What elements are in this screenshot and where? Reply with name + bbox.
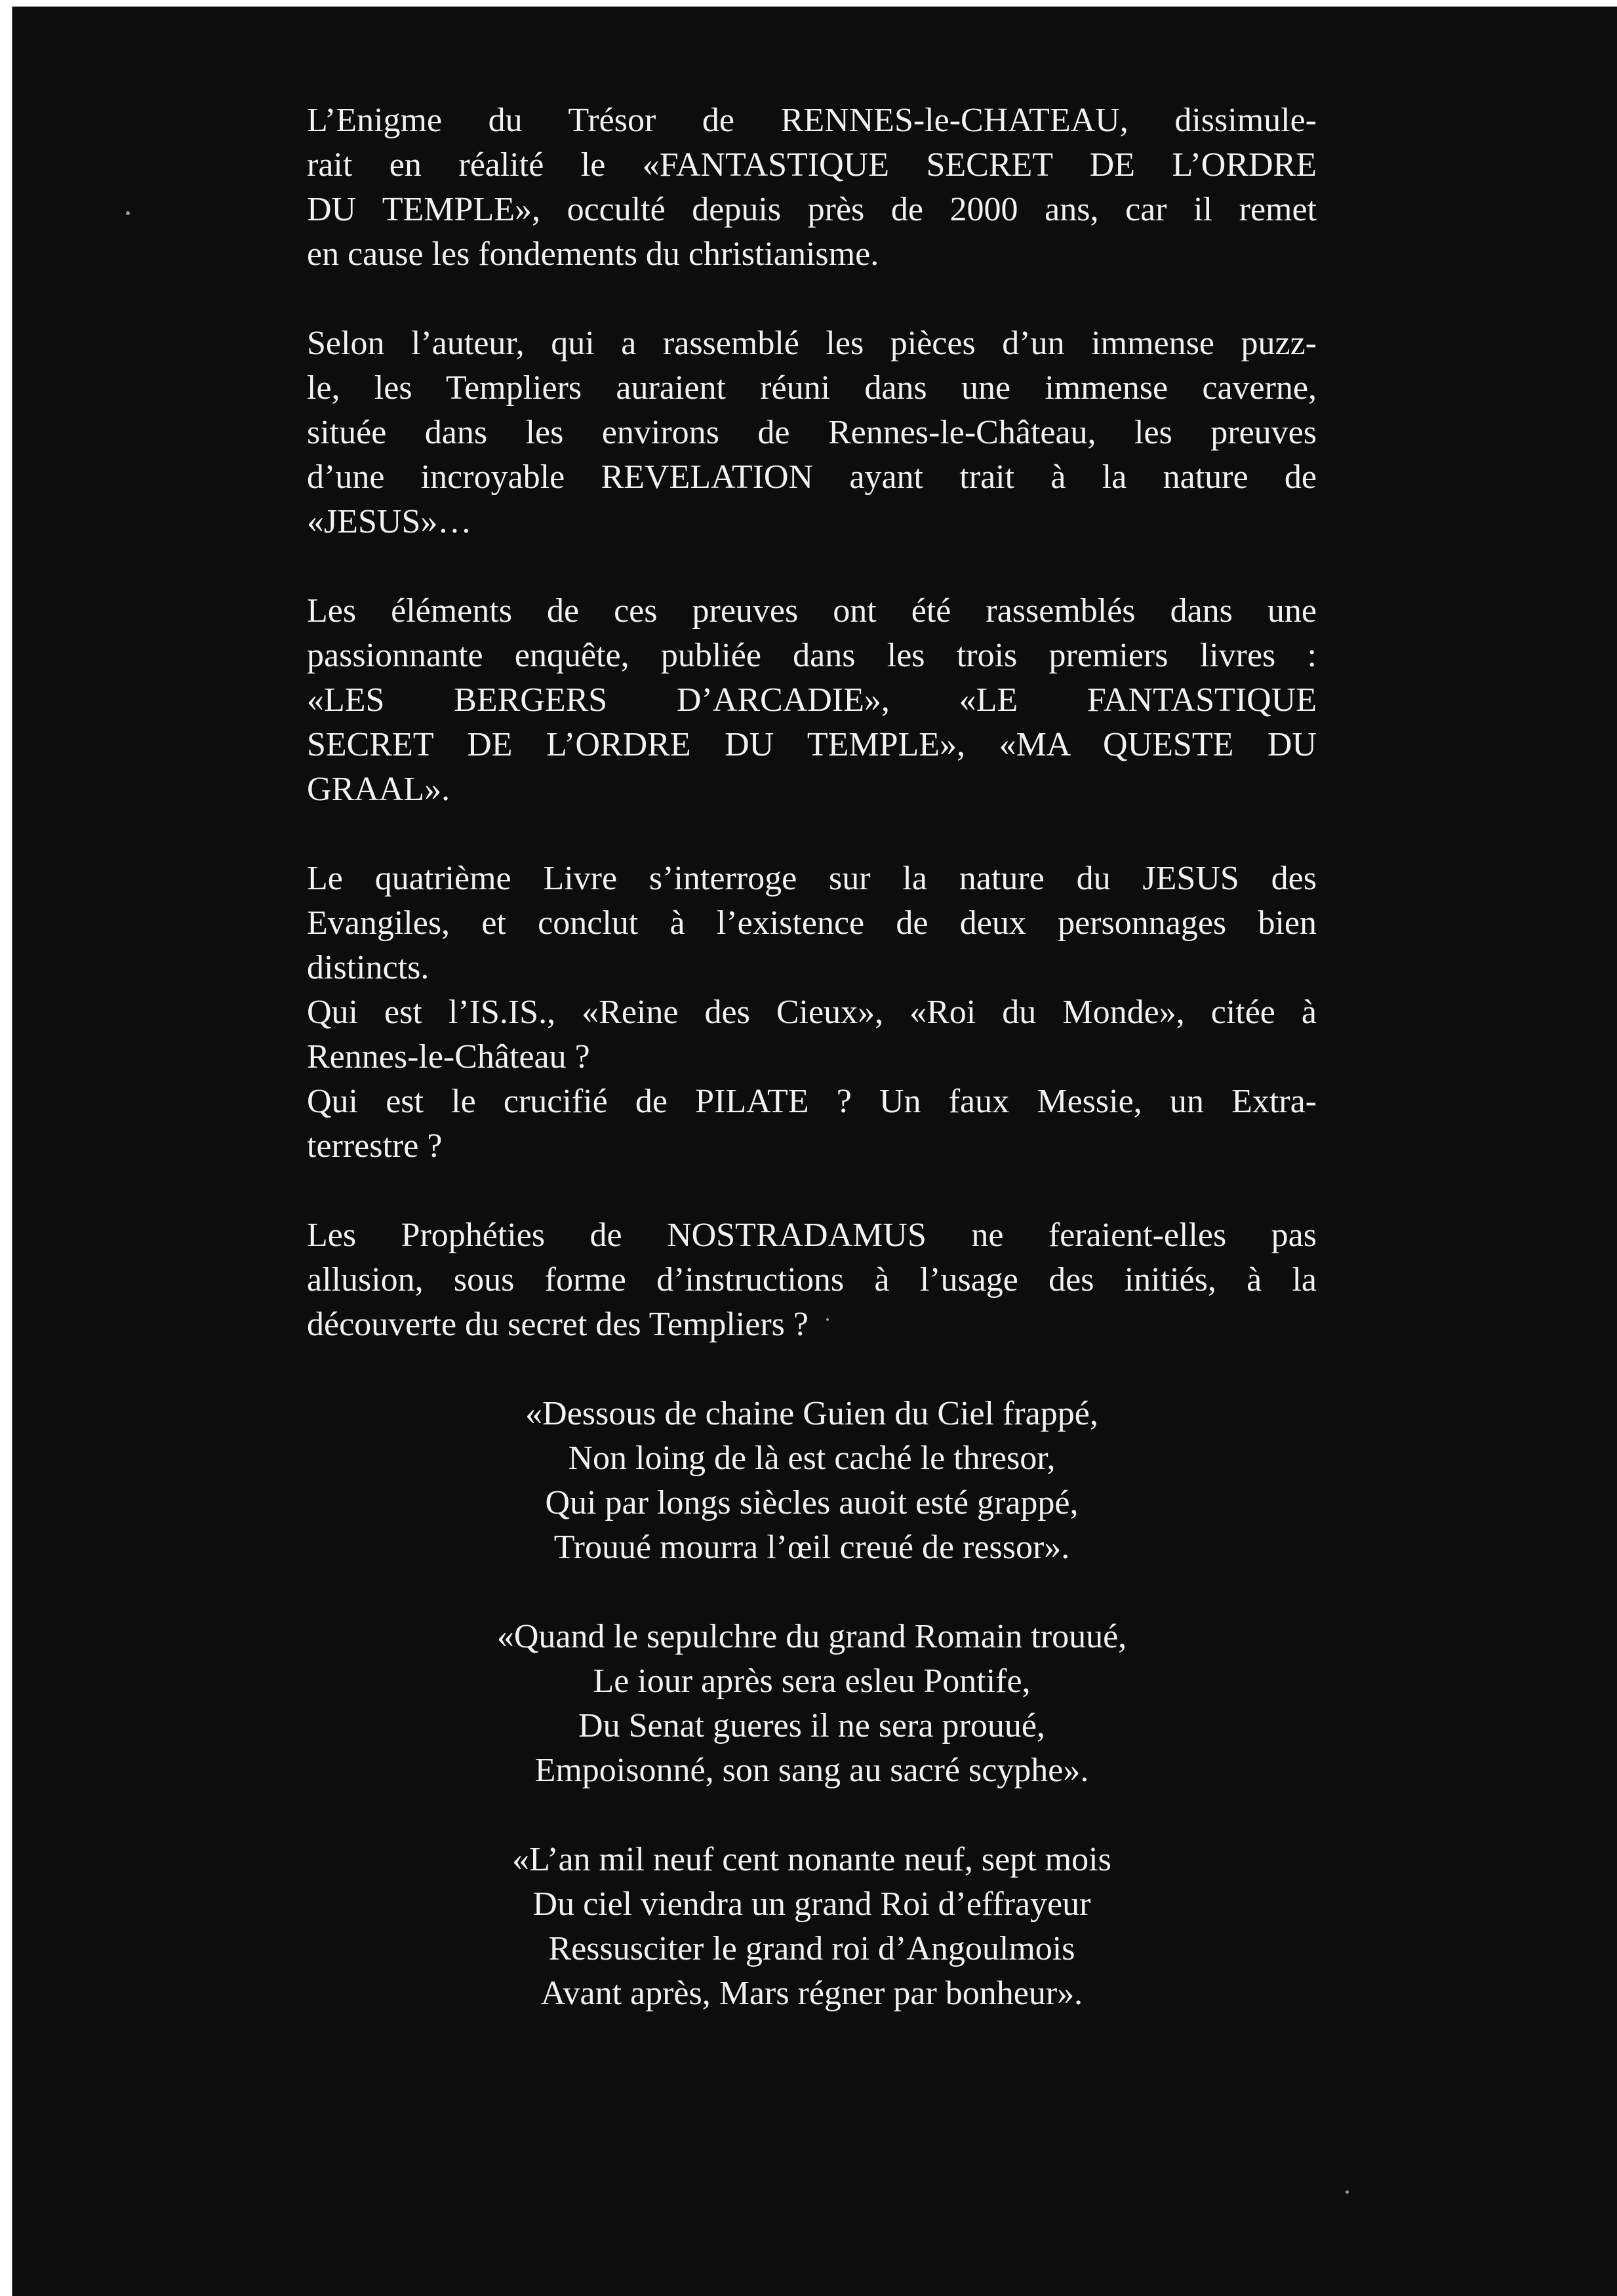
- intro-paragraph: [307, 98, 1317, 277]
- text-line: Evangiles, et conclut à l’existence de deux personnages bien: [307, 904, 1317, 942]
- verse-line: Du Senat gueres il ne sera prouué,: [578, 1707, 1045, 1744]
- text-line: allusion, sous forme d’instructions à l’usage des initiés, à la: [307, 1261, 1317, 1299]
- verse-line: Qui par longs siècles auoit esté grappé,: [545, 1484, 1079, 1521]
- dust-speck: [126, 211, 130, 215]
- verse-line: «Quand le sepulchre du grand Romain trouué,: [496, 1618, 1127, 1655]
- text-line: «JESUS»…: [307, 503, 472, 540]
- text-line: GRAAL».: [307, 771, 450, 808]
- fourth-book-paragraph: [307, 856, 1317, 1169]
- quatrain-1: [307, 1392, 1317, 1570]
- text-line: Qui est le crucifié de PILATE ? Un faux Messie, un Extra-: [307, 1083, 1317, 1120]
- text-line: Rennes-le-Château ?: [307, 1038, 590, 1076]
- text-line: DU TEMPLE», occulté depuis près de 2000 ans, car il remet: [307, 191, 1317, 228]
- text-line: rait en réalité le «FANTASTIQUE SECRET DE L’ORDRE: [307, 146, 1317, 184]
- quatrain-2: [307, 1615, 1317, 1793]
- nostradamus-paragraph: [307, 1213, 1317, 1347]
- text-line: Selon l’auteur, qui a rassemblé les pièces d’un immense puzz-: [307, 325, 1317, 362]
- author-paragraph: [307, 321, 1317, 544]
- verse-line: Empoisonné, son sang au sacré scyphe».: [534, 1752, 1089, 1789]
- text-line: L’Enigme du Trésor de RENNES-le-CHATEAU, dissimule-: [307, 102, 1317, 139]
- text-line: passionnante enquête, publiée dans les trois premiers livres :: [307, 637, 1317, 674]
- text-line: SECRET DE L’ORDRE DU TEMPLE», «MA QUESTE DU: [307, 726, 1317, 763]
- text-line: en cause les fondements du christianisme.: [307, 235, 879, 273]
- evidence-paragraph: [307, 589, 1317, 812]
- text-line: située dans les environs de Rennes-le-Château, les preuves: [307, 414, 1317, 451]
- text-line: terrestre ?: [307, 1127, 443, 1165]
- text-line: Qui est l’IS.IS., «Reine des Cieux», «Roi du Monde», citée à: [307, 994, 1317, 1031]
- text-line: distincts.: [307, 949, 429, 986]
- quatrain-3: [307, 1838, 1317, 2016]
- text-line: Les éléments de ces preuves ont été rassemblés dans une: [307, 592, 1317, 630]
- verse-line: Le iour après sera esleu Pontife,: [593, 1662, 1031, 1700]
- verse-line: Avant après, Mars régner par bonheur».: [540, 1975, 1083, 2012]
- verse-line: Ressusciter le grand roi d’Angoulmois: [548, 1930, 1075, 1967]
- verse-line: Non loing de là est caché le thresor,: [568, 1440, 1056, 1477]
- text-line: «LES BERGERS D’ARCADIE», «LE FANTASTIQUE: [307, 681, 1317, 719]
- back-cover-text: [307, 98, 1317, 2061]
- verse-line: Du ciel viendra un grand Roi d’effrayeur: [532, 1885, 1091, 1923]
- text-line: Le quatrième Livre s’interroge sur la nature du JESUS des: [307, 860, 1317, 897]
- text-line: le, les Templiers auraient réuni dans une immense caverne,: [307, 369, 1317, 407]
- verse-line: Trouué mourra l’œil creué de ressor».: [553, 1529, 1070, 1566]
- verse-line: «Dessous de chaine Guien du Ciel frappé,: [525, 1395, 1098, 1432]
- text-line: d’une incroyable REVELATION ayant trait à la nature de: [307, 458, 1317, 496]
- text-line: Les Prophéties de NOSTRADAMUS ne feraient-elles pas: [307, 1217, 1317, 1254]
- text-line: découverte du secret des Templiers ?: [307, 1306, 808, 1343]
- dust-speck: [1346, 2190, 1349, 2194]
- verse-line: «L’an mil neuf cent nonante neuf, sept mois: [512, 1841, 1111, 1878]
